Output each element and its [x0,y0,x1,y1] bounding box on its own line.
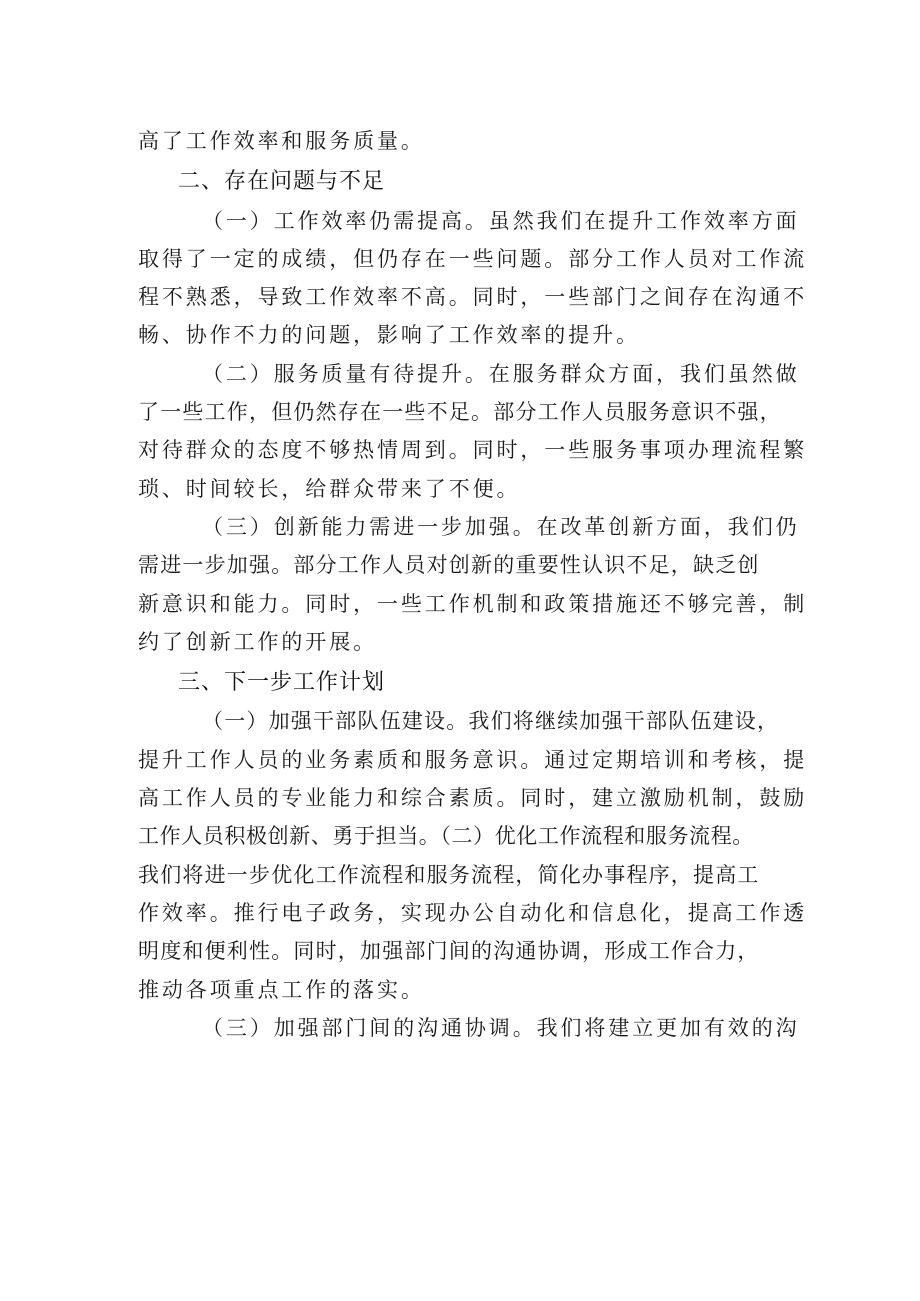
text-line: 程不熟悉，导致工作效率不高。同时，一些部门之间存在沟通不 [138,285,808,310]
document-body [138,122,808,1047]
text-line: 推动各项重点工作的落实。 [138,977,425,1002]
text-line: 琐、时间较长，给群众带来了不便。 [138,476,521,501]
text-line: 新意识和能力。同时，一些工作机制和政策措施还不够完善，制 [138,591,808,616]
text-line: 高工作人员的专业能力和综合素质。同时，建立激励机制，鼓励 [138,786,808,811]
text-line: 作效率。推行电子政务，实现办公自动化和信息化，提高工作透 [138,900,808,925]
text-line: 我们将进一步优化工作流程和服务流程，简化办事程序，提高工 [138,862,760,887]
text-line: （三）创新能力需进一步加强。在改革创新方面，我们仍 [202,514,800,539]
text-line: 需进一步加强。部分工作人员对创新的重要性认识不足，缺乏创 [138,553,760,578]
text-line: 取得了一定的成绩，但仍存在一些问题。部分工作人员对工作流 [138,246,808,271]
text-line: 对待群众的态度不够热情周到。同时，一些服务事项办理流程繁 [138,438,808,463]
text-line: （三）加强部门间的沟通协调。我们将建立更加有效的沟 [202,1015,800,1040]
text-line: 工作人员积极创新、勇于担当。（二）优化工作流程和服务流程。 [138,824,754,849]
section-heading: 二、存在问题与不足 [178,169,386,195]
text-line: 高了工作效率和服务质量。 [138,129,425,153]
text-line: 明度和便利性。同时，加强部门间的沟通协调，形成工作合力， [138,939,760,964]
text-line: （一）加强干部队伍建设。我们将继续加强干部队伍建设， [202,709,780,734]
text-line: 提升工作人员的业务素质和服务意识。通过定期培训和考核，提 [138,747,808,772]
text-line: （一）工作效率仍需提高。虽然我们在提升工作效率方面 [202,208,800,233]
section-heading: 三、下一步工作计划 [178,670,386,696]
text-line: 了一些工作，但仍然存在一些不足。部分工作人员服务意识不强， [138,400,782,425]
text-line: （二）服务质量有待提升。在服务群众方面，我们虽然做 [202,361,800,386]
text-line: 畅、协作不力的问题，影响了工作效率的提升。 [138,323,640,348]
text-line: 约了创新工作的开展。 [138,629,377,654]
